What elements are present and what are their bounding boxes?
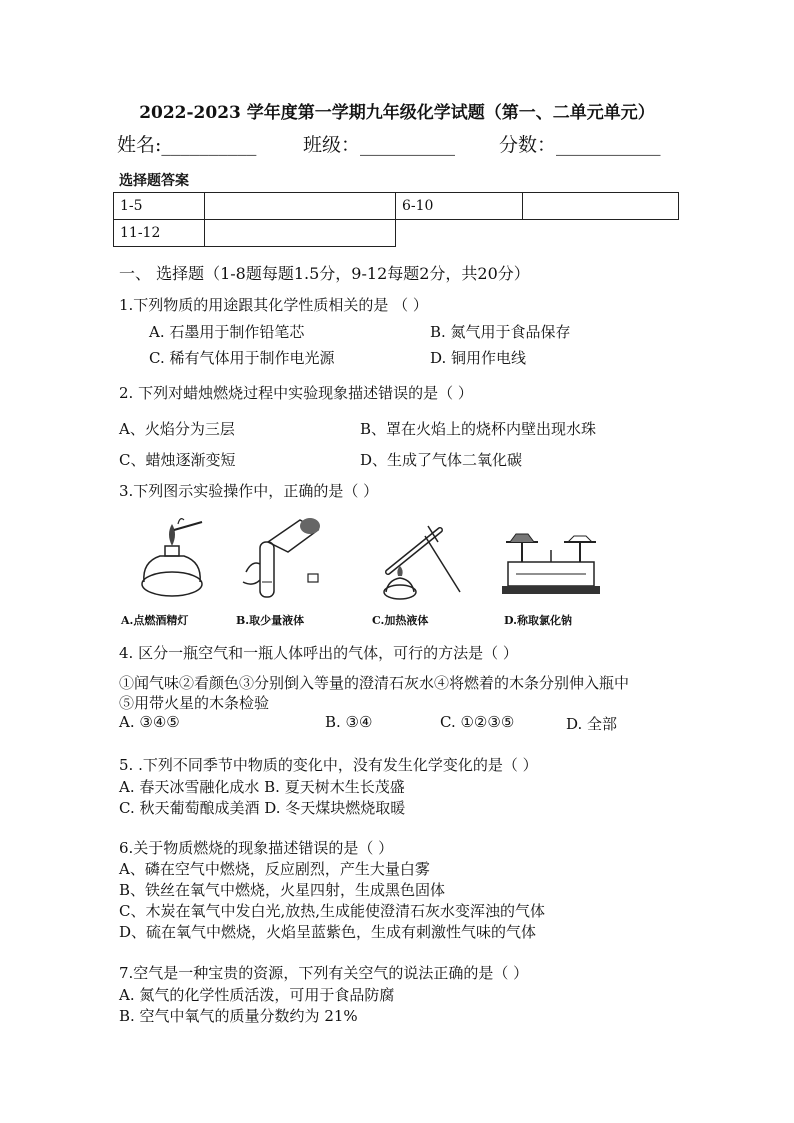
q6-option-d: D、硫在氧气中燃烧，火焰呈蓝紫色，生成有刺激性气味的气体 — [119, 923, 537, 941]
q4-line2: ⑤用带火星的木条检验 — [119, 694, 270, 712]
q4-option-d: D. 全部 — [566, 715, 618, 733]
q3-stem: 3.下列图示实验操作中，正确的是（ ） — [119, 482, 379, 500]
q2-option-c: C、蜡烛逐渐变短 — [119, 451, 236, 469]
figure-caption-d: D.称取氯化钠 — [504, 614, 572, 627]
answer-cell-label: 6-10 — [396, 193, 523, 220]
q2-option-d: D、生成了气体二氧化碳 — [360, 451, 523, 469]
q4-option-c: C. ①②③⑤ — [440, 713, 515, 731]
q2-option-a: A、火焰分为三层 — [119, 420, 235, 438]
alcohol-lamp-figure — [132, 512, 212, 602]
answer-section-label: 选择题答案 — [119, 173, 189, 189]
class-field: 班级：__________ — [303, 134, 456, 156]
q1-option-c: C. 稀有气体用于制作电光源 — [149, 349, 335, 367]
q5-options-cd: C. 秋天葡萄酿成美酒 D. 冬天煤块燃烧取暖 — [119, 799, 406, 817]
figure-caption-c: C.加热液体 — [372, 614, 429, 627]
q5-stem: 5. .下列不同季节中物质的变化中，没有发生化学变化的是（ ） — [119, 756, 538, 774]
figure-caption-b: B.取少量液体 — [236, 614, 305, 627]
q7-option-b: B. 空气中氧气的质量分数约为 21% — [119, 1007, 358, 1025]
q7-option-a: A. 氮气的化学性质活泼，可用于食品防腐 — [119, 986, 395, 1004]
q4-stem: 4. 区分一瓶空气和一瓶人体呼出的气体，可行的方法是（ ） — [119, 644, 518, 662]
q7-stem: 7.空气是一种宝贵的资源，下列有关空气的说法正确的是（ ） — [119, 964, 529, 982]
q6-option-a: A、磷在空气中燃烧，反应剧烈，产生大量白雾 — [119, 860, 430, 878]
heat-liquid-figure — [370, 512, 470, 607]
q5-options-ab: A. 春天冰雪融化成水 B. 夏天树木生长茂盛 — [119, 778, 405, 796]
q6-option-b: B、铁丝在氧气中燃烧，火星四射，生成黑色固体 — [119, 881, 446, 899]
q1-option-b: B. 氮气用于食品保存 — [430, 323, 571, 341]
q1-stem: 1.下列物质的用途跟其化学性质相关的是 （ ） — [119, 296, 428, 314]
q1-option-d: D. 铜用作电线 — [430, 349, 527, 367]
q2-stem: 2. 下列对蜡烛燃烧过程中实验现象描述错误的是（ ） — [119, 384, 473, 402]
answer-cell-blank — [523, 193, 679, 220]
name-field: 姓名:__________ — [117, 134, 257, 156]
answer-cell-label: 1-5 — [114, 193, 205, 220]
q4-line1: ①闻气味②看颜色③分别倒入等量的澄清石灰水④将燃着的木条分别伸入瓶中 — [119, 674, 630, 692]
q6-stem: 6.关于物质燃烧的现象描述错误的是（ ） — [119, 839, 394, 857]
pour-liquid-figure — [238, 512, 338, 607]
q2-option-b: B、罩在火焰上的烧杯内壁出现水珠 — [360, 420, 597, 438]
score-field: 分数：___________ — [499, 134, 661, 156]
answer-table — [113, 192, 679, 247]
q1-option-a: A. 石墨用于制作铅笔芯 — [149, 323, 305, 341]
q6-option-c: C、木炭在氧气中发白光,放热,生成能使澄清石灰水变浑浊的气体 — [119, 902, 546, 920]
section1-heading: 一、 选择题（1-8题每题1.5分，9-12每题2分，共20分） — [119, 264, 530, 283]
answer-cell-blank — [205, 220, 396, 247]
q4-option-b: B. ③④ — [325, 713, 373, 731]
figure-caption-a: A.点燃酒精灯 — [121, 614, 189, 627]
balance-figure — [496, 512, 606, 607]
q4-option-a: A. ③④⑤ — [119, 713, 180, 731]
answer-cell-label: 11-12 — [114, 220, 205, 247]
answer-cell-blank — [205, 193, 396, 220]
page-title: 2022-2023 学年度第一学期九年级化学试题（第一、二单元单元） — [139, 103, 655, 123]
